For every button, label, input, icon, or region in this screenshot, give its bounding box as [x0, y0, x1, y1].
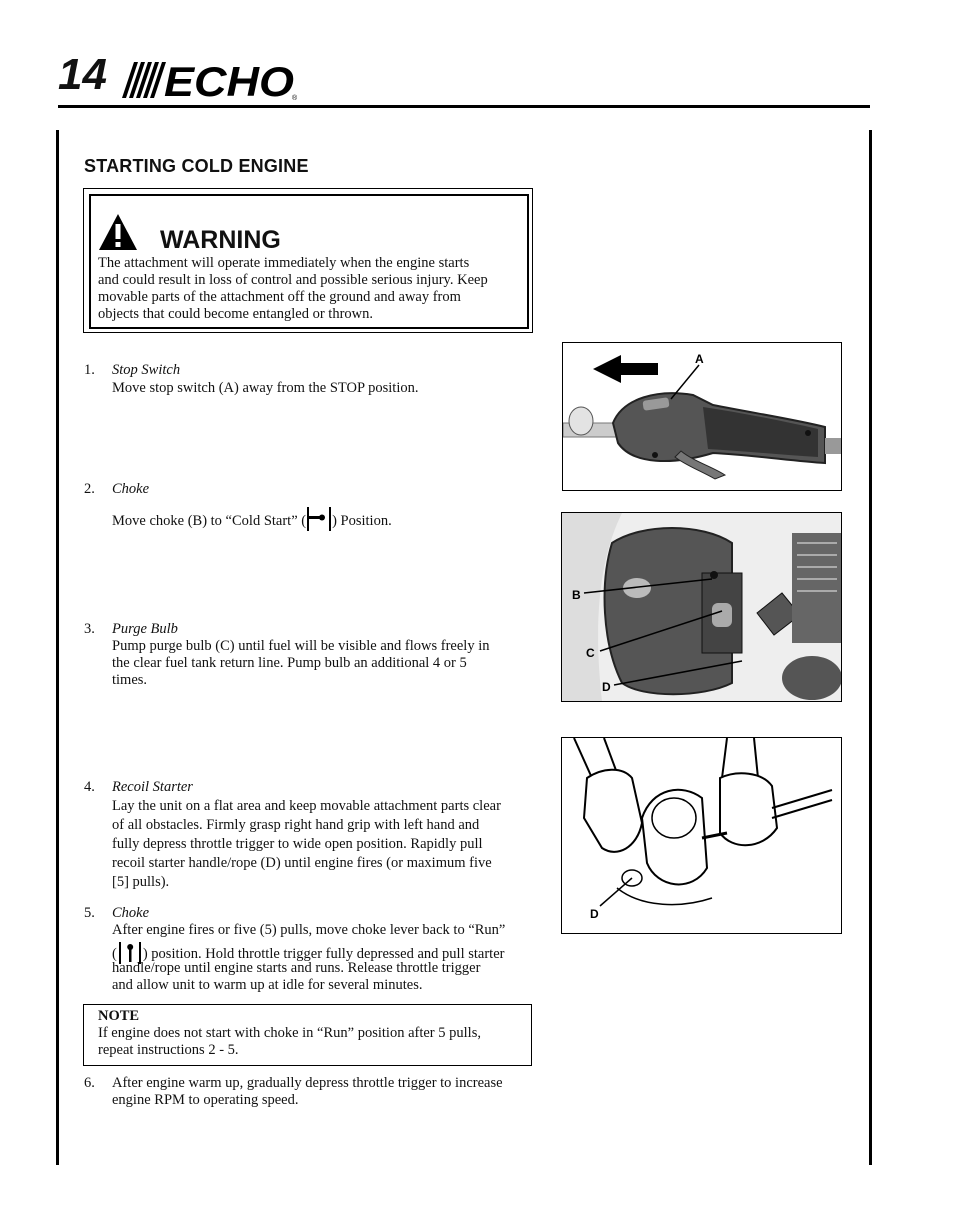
step-4-line: fully depress throttle trigger to wide open position. Rapidly pull [112, 836, 483, 852]
left-margin-rule [56, 130, 59, 1165]
step-5-line-1: After engine fires or five (5) pulls, move choke lever back to “Run” [112, 922, 506, 938]
callout-b: B [572, 588, 581, 602]
warning-triangle-icon [97, 212, 139, 252]
step-2-text-after: ) Position. [332, 513, 392, 529]
page-number: 14 [58, 50, 107, 99]
warning-text [98, 255, 528, 323]
callout-d: D [602, 680, 611, 694]
step-4-line: recoil starter handle/rope (D) until engine fires (or maximum five [112, 855, 492, 871]
step-3-line: the clear fuel tank return line. Pump bulb an additional 4 or 5 [112, 655, 467, 671]
header-rule [58, 105, 870, 108]
echo-logo [114, 58, 304, 102]
step-2-number: 2. [84, 481, 95, 497]
step-6-line: After engine warm up, gradually depress throttle trigger to increase [112, 1075, 503, 1091]
step-6-text [112, 1075, 537, 1109]
warning-title: WARNING [160, 226, 281, 254]
figure-recoil-starter [561, 737, 842, 934]
note-line: repeat instructions 2 - 5. [98, 1042, 239, 1058]
step-3-line: times. [112, 672, 148, 688]
figure-stop-switch [562, 342, 842, 491]
step-6-line: engine RPM to operating speed. [112, 1092, 299, 1108]
step-5-title: Choke [112, 905, 150, 921]
svg-text:ECHO: ECHO [164, 58, 294, 102]
warning-line: objects that could become entangled or thrown. [98, 306, 374, 322]
step-5-number: 5. [84, 905, 95, 921]
recoil-starter-illustration [562, 738, 841, 933]
note-line: If engine does not start with choke in “Run” position after 5 pulls, [98, 1025, 481, 1041]
note-title: NOTE [98, 1008, 140, 1024]
callout-a: A [695, 352, 704, 366]
step-1-text: Move stop switch (A) away from the STOP position. [112, 380, 419, 396]
step-4-title: Recoil Starter [112, 779, 193, 795]
right-margin-rule [869, 130, 872, 1165]
warning-line: The attachment will operate immediately when the engine starts [98, 255, 470, 271]
choke-purge-illustration [562, 513, 841, 701]
step-5-paren: ( [112, 946, 117, 962]
figure-choke-purge-bulb [561, 512, 842, 702]
callout-d-recoil: D [590, 907, 599, 921]
step-4-number: 4. [84, 779, 95, 795]
step-5-text-after: ) position. Hold throttle trigger fully depressed and pull starter [142, 946, 505, 962]
step-4-line: Lay the unit on a flat area and keep movable attachment parts clear [112, 798, 501, 814]
step-4-line: of all obstacles. Firmly grasp right hand grip with left hand and [112, 817, 480, 833]
callout-c: C [586, 646, 595, 660]
warning-line: movable parts of the attachment off the ground and away from [98, 289, 461, 305]
section-title: STARTING COLD ENGINE [84, 156, 309, 176]
step-3-title: Purge Bulb [112, 621, 178, 637]
step-4-text [112, 797, 537, 892]
step-4-line: [5] pulls). [112, 874, 170, 890]
step-5-text-rest [112, 960, 537, 994]
step-1-number: 1. [84, 362, 95, 378]
warning-line: and could result in loss of control and possible serious injury. Keep [98, 272, 488, 288]
step-2-text [112, 507, 392, 531]
step-1-title: Stop Switch [112, 362, 181, 378]
svg-text:®: ® [292, 95, 298, 102]
step-6-number: 6. [84, 1075, 95, 1091]
stop-switch-illustration [563, 343, 841, 490]
step-3-line: Pump purge bulb (C) until fuel will be visible and flows freely in [112, 638, 490, 654]
step-3-text [112, 638, 532, 689]
note-text [98, 1025, 526, 1059]
cold-start-choke-icon [306, 507, 332, 531]
step-5-line: handle/rope until engine starts and runs. Release throttle trigger [112, 960, 481, 976]
step-2-text-before: Move choke (B) to “Cold Start” ( [112, 513, 307, 529]
step-3-number: 3. [84, 621, 95, 637]
step-5-line: and allow unit to warm up at idle for several minutes. [112, 977, 423, 993]
step-2-title: Choke [112, 481, 150, 497]
